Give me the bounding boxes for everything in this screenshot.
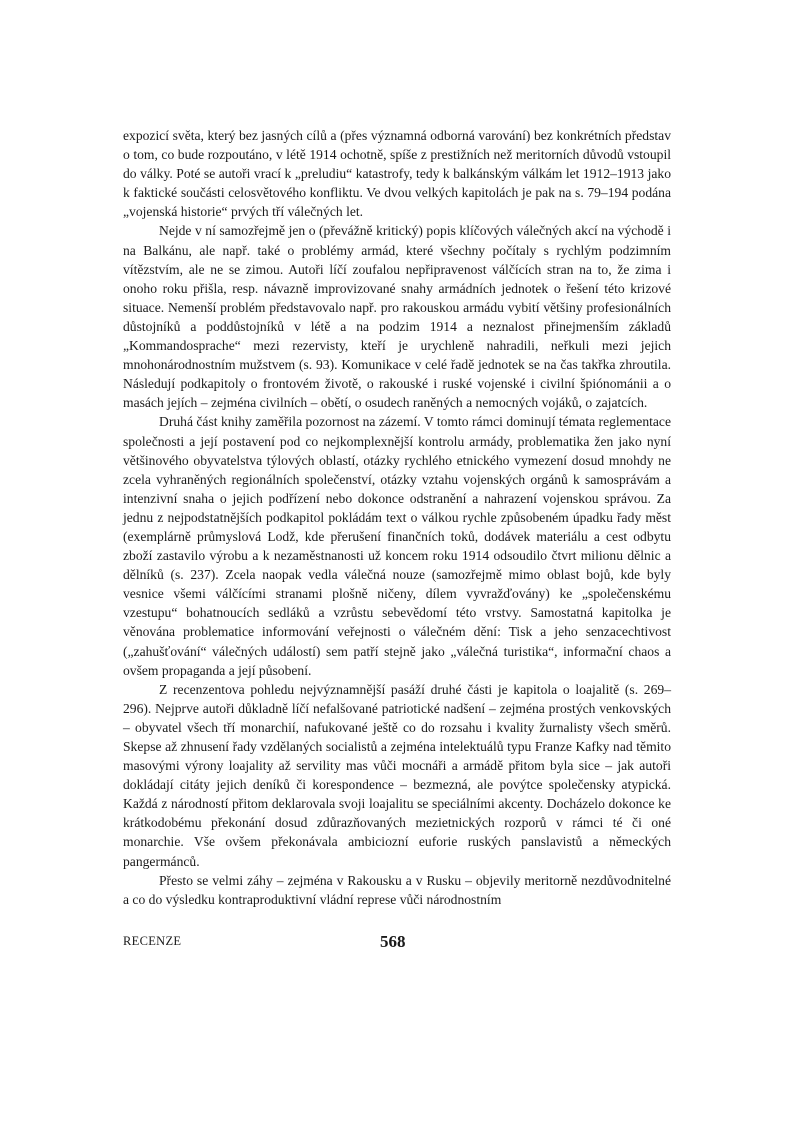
paragraph-repression: Přesto se velmi záhy – zejména v Rakousku a v Rusku – objevily meritorně nezdůvodnitelné a co do výsledku kontraproduktivní vládní represe vůči národnostním bbox=[123, 872, 671, 907]
article-body bbox=[123, 126, 671, 909]
page-footer bbox=[123, 934, 671, 954]
running-head: RECENZE bbox=[123, 934, 182, 948]
paragraph-war-history: Nejde v ní samozřejmě jen o (převážně kritický) popis klíčových válečných akcí na východě i na Balkánu, ale např. také o problémy armád, které všechny počítaly s rychlým podzimním vítězstvím, ale ne se zimou. Autoři líčí zoufalou nepřipravenost válčících stran na to, že zima i onoho roku přišla, resp. návazně improvizované snahy armádních jednotek o řešení této krizové situace. Nemenší problém představovalo např. pro rakouskou armádu vybití většiny profesionálních důstojníků a poddůstojníků v létě a na podzim 1914 a neznalost přinejmenším základů „Kommandosprache“ mezi rezervisty, kteří je urychleně nahradili, neřkuli mezi jejich mnohonárodnostním mužstvem (s. 93). Komunikace v celé řadě jednotek se na čas takřka zhroutila. Následují podkapitoly o frontovém životě, o rakouské i ruské vojenské i civilní špiónománii a o masách jejích – zejména civilních – obětí, o osudech raněných a nemocných vojáků, o zajatcích. bbox=[123, 223, 671, 411]
paragraph-loyalty: Z recenzentova pohledu nejvýznamnější pasáží druhé části je kapitola o loajalitě (s. 269–296). Nejprve autoři důkladně líčí nefalšované patriotické nadšení – zejména prostých venkovských – obyvatel všech tří monarchií, nafukované ještě co do rozsahu i kvality žurnalisty všech směrů. Skepse až zhnusení řady vzdělaných socialistů a zejména intelektuálů typu Franze Kafky nad těmito masovými výrony loajality až servility mas vůči mocnáři a armádě přitom byla sice – jak autoři dokládají citáty jejich deníků či korespondence – bezmezná, ale povýtce společensky atypická. Každá z národností přitom deklarovala svoji loajalitu se speciálními akcenty. Docházelo dokonce ke krátkodobému překonání dosud zdůrazňovaných mezietnických rozporů v rámci té či oné monarchie. Vše ovšem překonávala ambiciozní euforie ruských panslavistů a německých pangermánců. bbox=[123, 681, 671, 869]
paragraph-continuation: expozicí světa, který bez jasných cílů a (přes významná odborná varování) bez konkrétních představ o tom, co bude rozpoutáno, v létě 1914 ochotně, spíše z prestižních než meritorních důvodů vstoupil do války. Poté se autoři vrací k „preludiu“ katastrofy, tedy k balkánským válkám let 1912–1913 jako k faktické součásti celosvětového konfliktu. Ve dvou velkých kapitolách je pak na s. 79–194 podána „vojenská historie“ prvých tří válečných let. bbox=[123, 128, 671, 220]
paragraph-home-front: Druhá část knihy zaměřila pozornost na zázemí. V tomto rámci dominují témata reglementace společnosti a její postavení pod co nejkomplexnější kontrolu armády, problematika žen jako nyní většinového obyvatelstva týlových oblastí, otázky rychlého etnického vymezení dosud mnohdy ne zcela vyhraněných regionálních společenství, otázky vztahu vojenských orgánů k samosprávám a intenzivní snaha o jejich podřízení nebo dokonce odstranění a nahrazení vojenskou správou. Za jednu z nejpodstatnějších podkapitol pokládám text o válkou rychle způsobeném úpadku řady měst (exemplárně průmyslová Lodž, kde přerušení finančních toků, dodávek materiálu a cest odbytu zboží zastavilo výrobu a k nezaměstnanosti už koncem roku 1914 odsoudilo čtvrt milionu dělnic a dělníků (s. 237). Zcela naopak vedla válečná nouze (samozřejmě mimo oblast bojů, kde byly vesnice všemi válčícími stranami plošně ničeny, dílem vyvražďovány) ke „společenskému vzestupu“ bohatnoucích sedláků a vzrůstu sebevědomí této vrstvy. Samostatná kapitolka je věnována problematice informování veřejnosti o válečném dění: Tisk a jeho senzacechtivost („zahušťování“ válečných událostí) sem patří stejně jako „válečná turistika“, informační chaos a ovšem propaganda a její působení. bbox=[123, 414, 671, 678]
page-number: 568 bbox=[380, 932, 406, 951]
